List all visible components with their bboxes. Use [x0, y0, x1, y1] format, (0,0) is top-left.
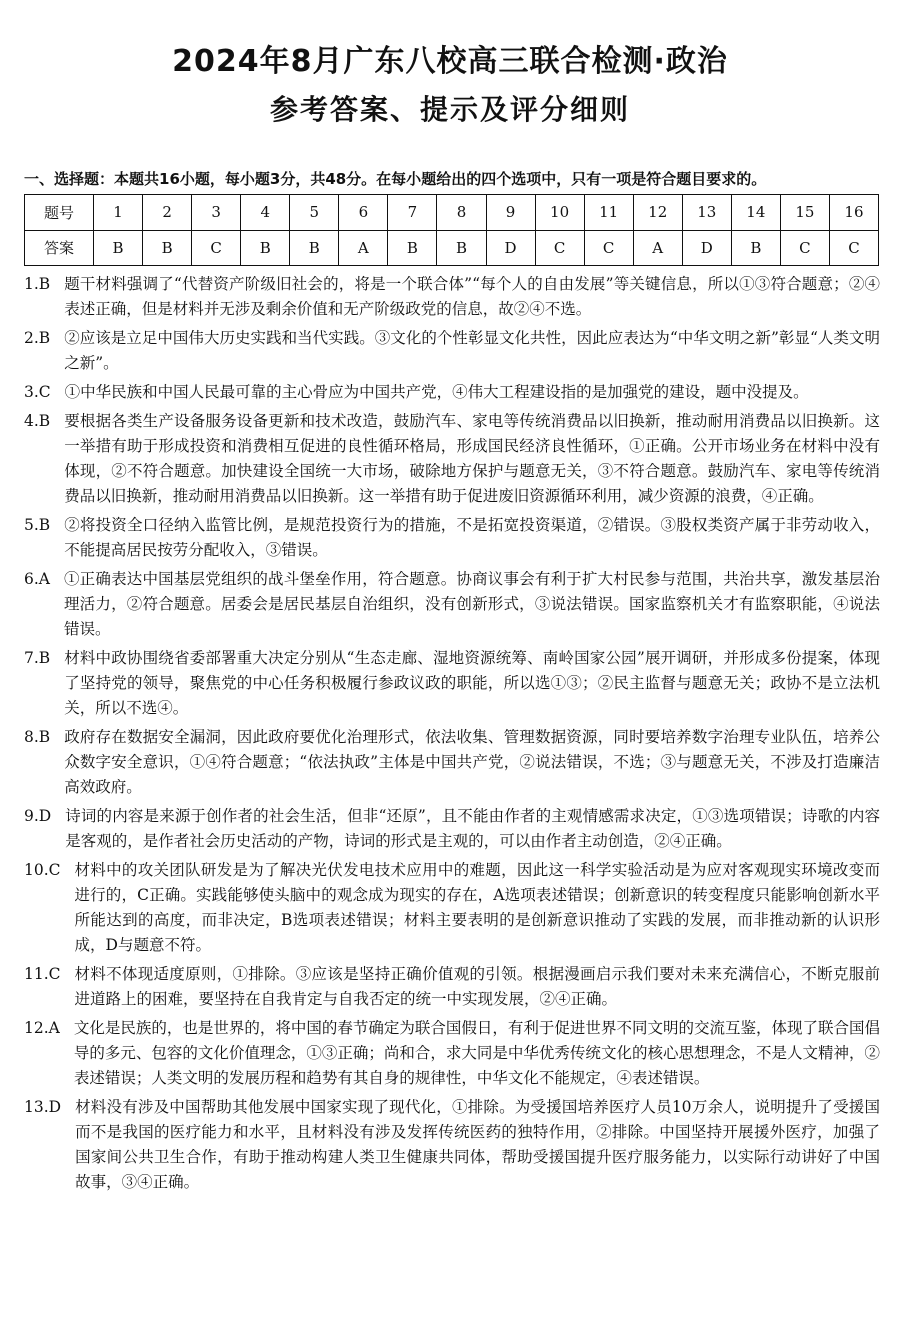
explanation-item [24, 646, 880, 721]
question-number-row [25, 195, 879, 231]
explanation-item [24, 513, 880, 563]
explanation-number: 7.B [24, 649, 51, 667]
question-number: 11 [584, 195, 633, 231]
explanation-number: 12.A [24, 1019, 60, 1037]
answer-cell: C [584, 230, 633, 266]
answer-cell: B [94, 230, 143, 266]
answer-cell: A [339, 230, 388, 266]
question-number: 14 [731, 195, 780, 231]
explanation-item [24, 804, 880, 854]
question-number: 12 [633, 195, 682, 231]
explanation-text: 材料中的攻关团队研发是为了解决光伏发电技术应用中的难题，因此这一科学实验活动是为应对客观现实环境改变而进行的，C正确。实践能够使头脑中的观念成为现实的存在，A选项表述错误；创新意识的转变程度只能影响创新水平所能达到的高度，而非决定，B选项表述错误；材料主要表明的是创新意识推动了实践的发展，而非推动新的认识形成，D与题意不符。 [74, 861, 880, 954]
question-number: 15 [780, 195, 829, 231]
question-number: 1 [94, 195, 143, 231]
explanation-item [24, 409, 880, 509]
answer-row [25, 230, 879, 266]
question-number: 10 [535, 195, 584, 231]
explanation-item [24, 725, 880, 800]
explanation-list [24, 272, 880, 1199]
explanation-number: 5.B [24, 516, 51, 534]
explanation-item [24, 272, 880, 322]
explanation-number: 6.A [24, 570, 50, 588]
question-number: 4 [241, 195, 290, 231]
answer-cell: C [192, 230, 241, 266]
answer-table [24, 194, 879, 266]
explanation-item [24, 1095, 880, 1195]
explanation-number: 4.B [24, 412, 51, 430]
explanation-number: 13.D [24, 1098, 62, 1116]
row-label-answer: 答案 [25, 230, 94, 266]
answer-cell: C [780, 230, 829, 266]
question-number: 16 [829, 195, 878, 231]
question-number: 9 [486, 195, 535, 231]
explanation-text: 材料不体现适度原则，①排除。③应该是坚持正确价值观的引领。根据漫画启示我们要对未来充满信心，不断克服前进道路上的困难，要坚持在自我肯定与自我否定的统一中实现发展，②④正确。 [74, 965, 880, 1008]
answer-cell: B [437, 230, 486, 266]
page-title: 2024年8月广东八校高三联合检测·政治 [172, 44, 728, 79]
answer-cell: B [241, 230, 290, 266]
explanation-text: 题干材料强调了“代替资产阶级旧社会的，将是一个联合体”“每个人的自由发展”等关键信息，所以①③符合题意；②④表述正确，但是材料并无涉及剩余价值和无产阶级政党的信息，故②④不选。 [64, 275, 880, 318]
explanation-number: 9.D [24, 807, 52, 825]
explanation-item [24, 326, 880, 376]
explanation-number: 1.B [24, 275, 51, 293]
question-number: 7 [388, 195, 437, 231]
explanation-number: 8.B [24, 728, 51, 746]
answer-cell: A [633, 230, 682, 266]
explanation-text: 政府存在数据安全漏洞，因此政府要优化治理形式，依法收集、管理数据资源，同时要培养数字治理专业队伍，培养公众数字安全意识，①④符合题意；“依法执政”主体是中国共产党，②说法错误，不选；③与题意无关，不涉及打造廉洁高效政府。 [64, 728, 880, 796]
explanation-text: ①中华民族和中国人民最可靠的主心骨应为中国共产党，④伟大工程建设指的是加强党的建设，题中没提及。 [64, 383, 809, 401]
explanation-number: 11.C [24, 965, 61, 983]
explanation-item [24, 962, 880, 1012]
answer-cell: B [143, 230, 192, 266]
explanation-text: ②将投资全口径纳入监管比例，是规范投资行为的措施，不是拓宽投资渠道，②错误。③股权类资产属于非劳动收入，不能提高居民按劳分配收入，③错误。 [64, 516, 880, 559]
answer-cell: C [829, 230, 878, 266]
answer-cell: B [731, 230, 780, 266]
explanation-text: ①正确表达中国基层党组织的战斗堡垒作用，符合题意。协商议事会有利于扩大村民参与范围，共治共享，激发基层治理活力，②符合题意。居委会是居民基层自治组织，没有创新形式，③说法错误。国家监察机关才有监察职能，④说法错误。 [63, 570, 880, 638]
explanation-item [24, 858, 880, 958]
question-number: 13 [682, 195, 731, 231]
explanation-item [24, 1016, 880, 1091]
row-label-number: 题号 [25, 195, 94, 231]
question-number: 3 [192, 195, 241, 231]
explanation-number: 3.C [24, 383, 51, 401]
explanation-item [24, 567, 880, 642]
explanation-text: 要根据各类生产设备服务设备更新和技术改造，鼓励汽车、家电等传统消费品以旧换新，推动耐用消费品以旧换新。这一举措有助于形成投资和消费相互促进的良性循环格局，形成国民经济良性循环，①正确。公开市场业务在材料中没有体现，②不符合题意。加快建设全国统一大市场，破除地方保护与题意无关，③不符合题意。鼓励汽车、家电等传统消费品以旧换新，推动耐用消费品以旧换新。这一举措有助于促进废旧资源循环利用，减少资源的浪费，④正确。 [64, 412, 880, 505]
explanation-number: 10.C [24, 861, 61, 879]
section-heading: 一、选择题：本题共16小题，每小题3分，共48分。在每小题给出的四个选项中，只有一项是符合题目要求的。 [24, 170, 767, 188]
explanation-text: 诗词的内容是来源于创作者的社会生活，但非“还原”，且不能由作者的主观情感需求决定，①③选项错误；诗歌的内容是客观的，是作者社会历史活动的产物，诗词的形式是主观的，可以由作者主动创造，②④正确。 [65, 807, 880, 850]
explanation-item [24, 380, 880, 405]
answer-cell: B [388, 230, 437, 266]
answer-cell: B [290, 230, 339, 266]
question-number: 2 [143, 195, 192, 231]
explanation-text: 材料中政协围绕省委部署重大决定分别从“生态走廊、湿地资源统筹、南岭国家公园”展开调研，并形成多份提案，体现了坚持党的领导，聚焦党的中心任务积极履行参政议政的职能，所以选①③；②民主监督与题意无关；政协不是立法机关，所以不选④。 [64, 649, 880, 717]
page-subtitle: 参考答案、提示及评分细则 [269, 93, 630, 126]
explanation-text: ②应该是立足中国伟大历史实践和当代实践。③文化的个性彰显文化共性，因此应表达为“中华文明之新”彰显“人类文明之新”。 [64, 329, 880, 372]
question-number: 6 [339, 195, 388, 231]
answer-cell: D [486, 230, 535, 266]
explanation-text: 材料没有涉及中国帮助其他发展中国家实现了现代化，①排除。为受援国培养医疗人员10万余人，说明提升了受援国而不是我国的医疗能力和水平，且材料没有涉及发挥传统医药的独特作用，②排除。中国坚持开展援外医疗，加强了国家间公共卫生合作，有助于推动构建人类卫生健康共同体，帮助受援国提升医疗服务能力，以实际行动讲好了中国故事，③④正确。 [75, 1098, 880, 1191]
question-number: 8 [437, 195, 486, 231]
explanation-number: 2.B [24, 329, 51, 347]
answer-cell: C [535, 230, 584, 266]
question-number: 5 [290, 195, 339, 231]
answer-cell: D [682, 230, 731, 266]
explanation-text: 文化是民族的，也是世界的，将中国的春节确定为联合国假日，有利于促进世界不同文明的交流互鉴，体现了联合国倡导的多元、包容的文化价值理念，①③正确；尚和合，求大同是中华优秀传统文化的核心思想理念，不是人文精神，②表述错误；人类文明的发展历程和趋势有其自身的规律性，中华文化不能规定，④表述错误。 [73, 1019, 880, 1087]
